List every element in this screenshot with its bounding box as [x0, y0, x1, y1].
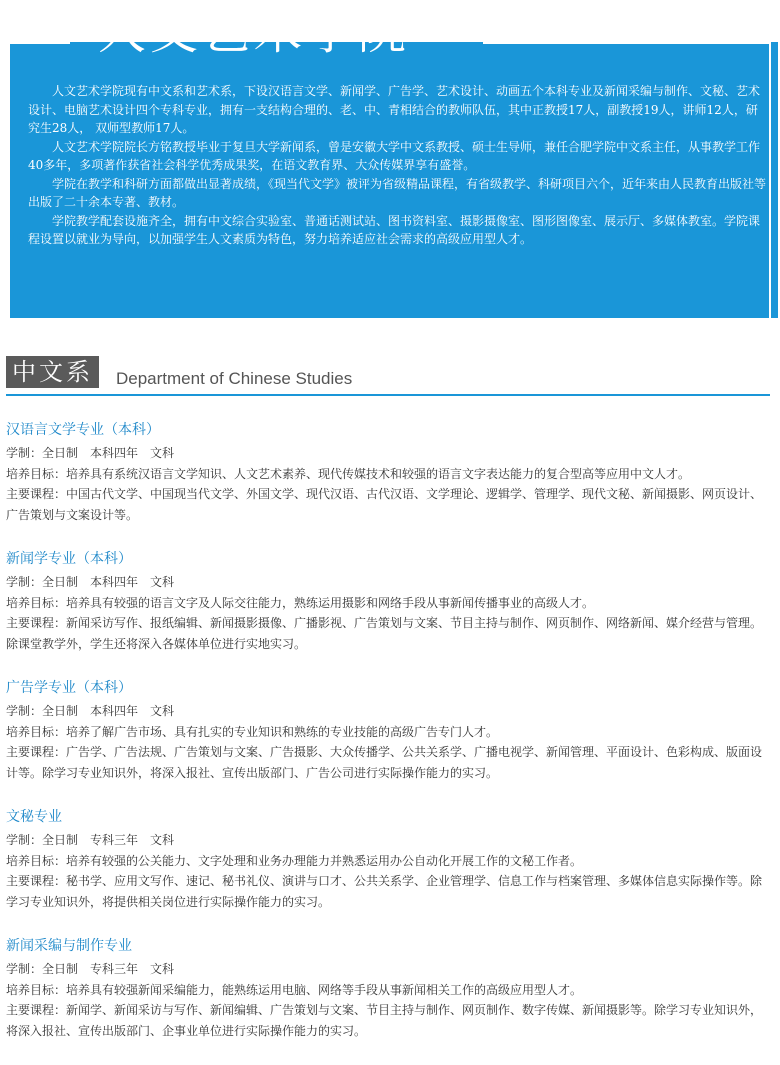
major-item [6, 807, 772, 912]
major-courses: 主要课程：广告学、广告法规、广告策划与文案、广告摄影、大众传播学、公共关系学、广播电视学、新闻管理、平面设计、色彩构成、版面设计等。除学习专业知识外，将深入报社、宣传出版部门、广告公司进行实际操作能力的实习。 [6, 745, 763, 780]
major-courses: 主要课程：秘书学、应用文写作、速记、秘书礼仪、演讲与口才、公共关系学、企业管理学、信息工作与档案管理、多媒体信息实际操作等。除学习专业知识外，将提供相关岗位进行实际操作能力的实习。 [6, 874, 763, 909]
department-name-cn: 中文系 [6, 356, 99, 388]
page-title: 人文艺术学院 [98, 4, 411, 60]
intro-paragraph: 学院教学配套设施齐全，拥有中文综合实验室、普通话测试站、图书资料室、摄影摄像室、图形图像室、展示厅、多媒体教室。学院课程设置以就业为导向，以加强学生人文素质为特色，努力培养适应社会需求的高级应用型人才。 [28, 213, 761, 246]
major-system: 学制：全日制 本科四年 文科 [6, 704, 175, 718]
hero-frame-edge [769, 42, 771, 318]
major-goal: 培养目标：培养具有较强新闻采编能力，能熟练运用电脑、网络等手段从事新闻相关工作的高级应用型人才。 [6, 982, 583, 997]
major-title: 文秘专业 [6, 809, 62, 825]
major-system: 学制：全日制 专科三年 文科 [6, 833, 175, 847]
major-goal: 培养目标：培养了解广告市场、具有扎实的专业知识和熟练的专业技能的高级广告专门人才。 [6, 724, 499, 739]
major-title: 广告学专业（本科） [6, 680, 132, 696]
majors-list [6, 420, 772, 1065]
major-item [6, 936, 772, 1041]
hero-frame-line [483, 42, 771, 44]
major-system: 学制：全日制 本科四年 文科 [6, 446, 175, 460]
major-title: 新闻学专业（本科） [6, 551, 132, 567]
department-name-en: Department of Chinese Studies [116, 369, 353, 388]
intro-paragraph: 人文艺术学院院长方铭教授毕业于复旦大学新闻系，曾是安徽大学中文系教授、硕士生导师，兼任合肥学院中文系主任，从事教学工作40多年，多项著作获省社会科学优秀成果奖，在语文教育界、大众传媒界享有盛誉。 [28, 139, 761, 172]
major-goal: 培养目标：培养有较强的公关能力、文字处理和业务办理能力并熟悉运用办公自动化开展工作的文秘工作者。 [6, 853, 583, 868]
hero-section [0, 0, 780, 318]
major-courses: 主要课程：中国古代文学、中国现当代文学、外国文学、现代汉语、古代汉语、文学理论、逻辑学、管理学、现代文秘、新闻摄影、网页设计、广告策划与文案设计等。 [6, 487, 763, 522]
major-goal: 培养目标：培养具有系统汉语言文学知识、人文艺术素养、现代传媒技术和较强的语言文字表达能力的复合型高等应用中文人才。 [6, 466, 691, 481]
department-header [6, 356, 770, 396]
major-item [6, 549, 772, 654]
major-system: 学制：全日制 专科三年 文科 [6, 962, 175, 976]
intro-text [28, 82, 768, 249]
major-item [6, 420, 772, 525]
major-title: 新闻采编与制作专业 [6, 938, 132, 954]
major-goal: 培养目标：培养具有较强的语言文字及人际交往能力，熟练运用摄影和网络手段从事新闻传播事业的高级人才。 [6, 595, 595, 610]
hero-frame-edge [8, 42, 10, 318]
major-courses: 主要课程：新闻学、新闻采访与写作、新闻编辑、广告策划与文案、节目主持与制作、网页制作、数字传媒、新闻摄影等。除学习专业知识外，将深入报社、宣传出版部门、企事业单位进行实际操作能力的实习。 [6, 1003, 763, 1038]
major-system: 学制：全日制 本科四年 文科 [6, 575, 175, 589]
major-item [6, 678, 772, 783]
intro-paragraph: 人文艺术学院现有中文系和艺术系，下设汉语言文学、新闻学、广告学、艺术设计、动画五个本科专业及新闻采编与制作、文秘、艺术设计、电脑艺术设计四个专科专业，拥有一支结构合理的、老、中、青相结合的教师队伍，其中正教授17人，副教授19人，讲师12人，研究生28人， 双师型教师17人。 [28, 84, 761, 135]
hero-frame-line [8, 42, 70, 44]
major-title: 汉语言文学专业（本科） [6, 422, 160, 438]
department-divider [6, 394, 770, 396]
intro-paragraph: 学院在教学和科研方面都做出显著成绩，《现当代文学》被评为省级精品课程，有省级教学、科研项目六个，近年来由人民教育出版社等出版了二十余本专著、教材。 [28, 176, 767, 209]
major-courses: 主要课程：新闻采访写作、报纸编辑、新闻摄影摄像、广播影视、广告策划与文案、节目主持与制作、网页制作、网络新闻、媒介经营与管理。除课堂教学外，学生还将深入各媒体单位进行实地实习。 [6, 616, 763, 651]
